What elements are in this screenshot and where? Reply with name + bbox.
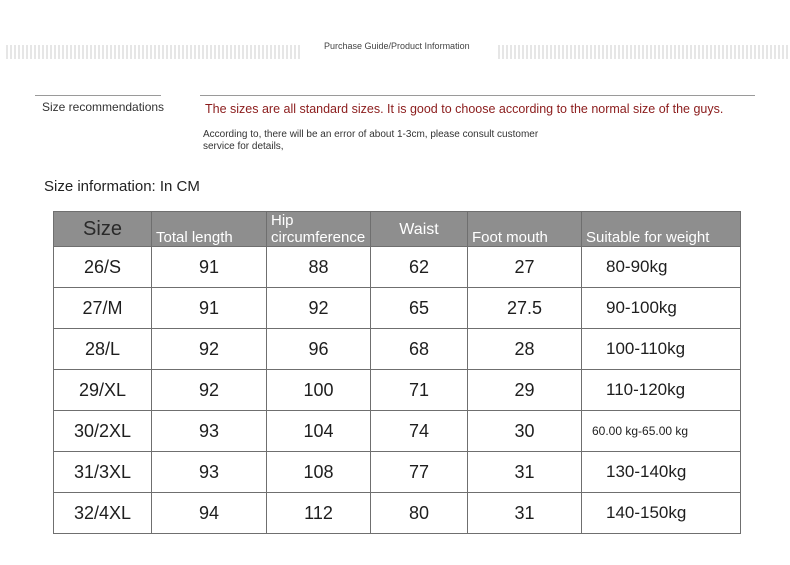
cell-waist: 71	[371, 370, 468, 411]
cell-size: 28/L	[54, 329, 152, 370]
cell-size: 27/M	[54, 288, 152, 329]
cell-total-length: 93	[152, 452, 267, 493]
cell-total-length: 94	[152, 493, 267, 534]
size-table	[53, 211, 741, 534]
header-decoration-left	[6, 45, 302, 59]
cell-waist: 62	[371, 247, 468, 288]
cell-weight: 110-120kg	[582, 370, 741, 411]
header-suitable-weight: Suitable for weight	[582, 212, 741, 247]
cell-hip: 112	[267, 493, 371, 534]
header-waist: Waist	[371, 212, 468, 247]
cell-total-length: 93	[152, 411, 267, 452]
table-row	[54, 370, 741, 411]
cell-waist: 74	[371, 411, 468, 452]
cell-waist: 80	[371, 493, 468, 534]
cell-weight: 60.00 kg-65.00 kg	[582, 411, 741, 452]
section-divider-right	[200, 95, 755, 96]
size-note-sub: According to, there will be an error of about 1-3cm, please consult customer service for details,	[203, 129, 539, 152]
cell-hip: 100	[267, 370, 371, 411]
cell-total-length: 92	[152, 329, 267, 370]
cell-foot-mouth: 27	[468, 247, 582, 288]
cell-total-length: 91	[152, 247, 267, 288]
table-row	[54, 452, 741, 493]
size-information-label: Size information: In CM	[44, 178, 200, 195]
section-divider-left	[35, 95, 161, 96]
cell-waist: 65	[371, 288, 468, 329]
cell-foot-mouth: 28	[468, 329, 582, 370]
cell-hip: 92	[267, 288, 371, 329]
header-foot-mouth: Foot mouth	[468, 212, 582, 247]
cell-weight: 130-140kg	[582, 452, 741, 493]
cell-total-length: 91	[152, 288, 267, 329]
cell-foot-mouth: 30	[468, 411, 582, 452]
cell-waist: 77	[371, 452, 468, 493]
cell-weight: 140-150kg	[582, 493, 741, 534]
cell-weight: 90-100kg	[582, 288, 741, 329]
cell-size: 30/2XL	[54, 411, 152, 452]
header-size: Size	[54, 212, 152, 247]
cell-weight: 80-90kg	[582, 247, 741, 288]
cell-hip: 96	[267, 329, 371, 370]
header-total-length: Total length	[152, 212, 267, 247]
table-row	[54, 247, 741, 288]
cell-hip: 108	[267, 452, 371, 493]
table-row	[54, 411, 741, 452]
cell-size: 32/4XL	[54, 493, 152, 534]
size-note-main: The sizes are all standard sizes. It is good to choose according to the normal size of the guys.	[205, 102, 724, 116]
table-row	[54, 329, 741, 370]
cell-foot-mouth: 27.5	[468, 288, 582, 329]
cell-size: 29/XL	[54, 370, 152, 411]
cell-size: 31/3XL	[54, 452, 152, 493]
cell-weight: 100-110kg	[582, 329, 741, 370]
size-recommendations-label: Size recommendations	[42, 100, 165, 114]
header-hip-circumference: Hip circumference	[267, 212, 371, 247]
table-row	[54, 288, 741, 329]
cell-total-length: 92	[152, 370, 267, 411]
page-title: Purchase Guide/Product Information	[324, 41, 470, 51]
table-header-row	[54, 212, 741, 247]
cell-waist: 68	[371, 329, 468, 370]
cell-hip: 88	[267, 247, 371, 288]
header-decoration-right	[498, 45, 790, 59]
table-row	[54, 493, 741, 534]
cell-hip: 104	[267, 411, 371, 452]
cell-foot-mouth: 29	[468, 370, 582, 411]
cell-foot-mouth: 31	[468, 493, 582, 534]
cell-foot-mouth: 31	[468, 452, 582, 493]
cell-size: 26/S	[54, 247, 152, 288]
